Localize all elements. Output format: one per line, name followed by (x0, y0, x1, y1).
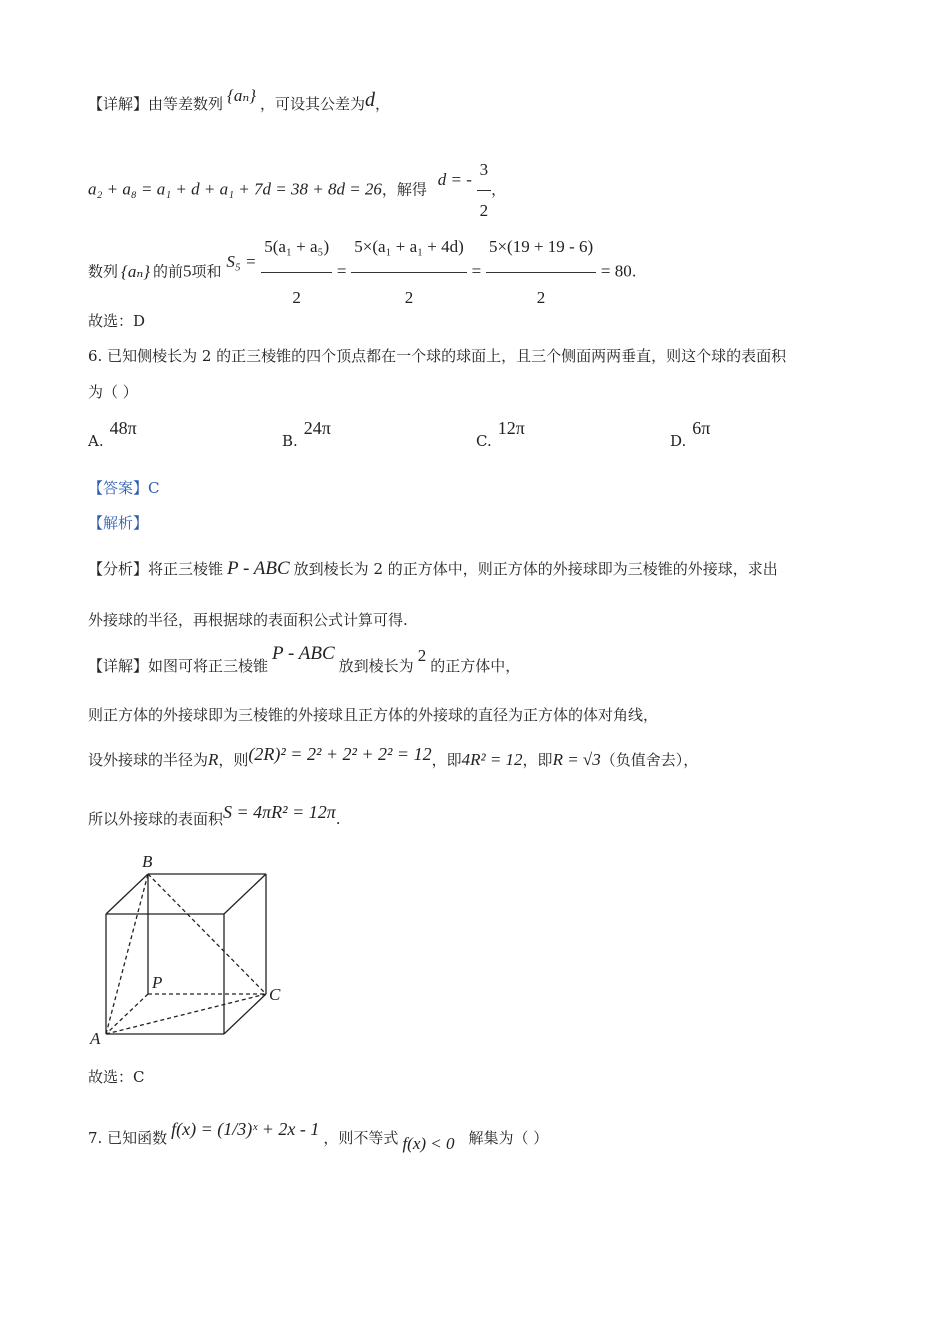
question-6-line-2: 为（ ） (88, 383, 138, 401)
fenxi-line-1: 【分析】将正三棱锥 P - ABC 放到棱长为 2 的正方体中，则正方体的外接球即为三棱锥的外接球，求出 (88, 558, 778, 579)
detail-line-1: 【详解】由等差数列 {aₙ} ，可设其公差为d， (88, 86, 391, 113)
pyramid-edge (106, 994, 266, 1034)
vertex-c-label: C (269, 985, 281, 1004)
choose-d: 故选：D (88, 312, 146, 330)
fraction-three-halves: $\frac{3}{2}$ (477, 150, 492, 231)
option-a[interactable]: A.48π (88, 418, 137, 450)
edge (224, 994, 266, 1034)
detail-line-2: a₂ + a₈ = a₁ + d + a₁ + 7d = 38 + 8d = 26，解得 d = - $\frac{3}{2}$ ， (88, 150, 506, 231)
vertex-p-label: P (152, 973, 163, 992)
equation-common-difference: a₂ + a₈ = a₁ + d + a₁ + 7d = 38 + 8d = 26 (88, 179, 382, 199)
question-7: 7. 已知函数 f(x) = (1/3)ˣ + 2x - 1 ，则不等式 f(x) < 0 解集为（ ） (88, 1119, 549, 1153)
surface-area-line: 所以外接球的表面积S = 4πR² = 12π. (88, 802, 341, 828)
pyramid-edge (148, 874, 266, 994)
pyramid-edge (106, 874, 148, 1034)
sequence-notation: {aₙ} (227, 86, 257, 105)
radius-line: 设外接球的半径为R，则(2R)² = 2² + 2² + 2² = 12，即4R² = 12，即R = √3（负值舍去）， (88, 744, 699, 769)
detail-tag: 【详解】 (88, 95, 149, 113)
vertex-b-label: B (142, 852, 153, 871)
cube-explanation: 则正方体的外接球即为三棱锥的外接球且正方体的外接球的直径为正方体的体对角线， (88, 706, 659, 724)
fenxi-line-2: 外接球的半径，再根据球的表面积公式计算可得. (88, 611, 408, 629)
edge (106, 874, 148, 914)
edge (224, 874, 266, 914)
fraction-s5-2: $\frac{\text{5×(a₁ + a₁ + 4d)}}{2}$ (351, 222, 467, 323)
answer-label: 【答案】C (88, 479, 160, 497)
cube-pyramid-figure (82, 850, 302, 1050)
vertex-a-label: A (90, 1029, 101, 1048)
option-d[interactable]: D.6π (670, 418, 711, 450)
detail-line-3: 数列 {aₙ} 的前5项和 S₅ = $\frac{\text{5(a₁ + a₅)}}{2}$ = $\frac{\text{5×(a₁ + a₁ + 4d)}}{2}$ = $\frac{5\times(19 + 19 - 6)}{2}$ = 80. (88, 222, 637, 323)
question-6-line-1: 6. 已知侧棱长为 2 的正三棱锥的四个顶点都在一个球的球面上，且三个侧面两两垂直，则这个球的表面积 (88, 347, 787, 365)
analysis-label: 【解析】 (88, 514, 149, 532)
option-b[interactable]: B.24π (282, 418, 331, 450)
option-c[interactable]: C.12π (476, 418, 525, 450)
choose-c: 故选：C (88, 1068, 145, 1086)
xiangjie-line-1: 【详解】如图可将正三棱锥P - ABC放到棱长为2的正方体中， (88, 643, 521, 675)
hidden-edge (106, 994, 148, 1034)
fraction-s5-3: $\frac{5\times(19 + 19 - 6)}{2}$ (486, 222, 596, 323)
fraction-s5-1: $\frac{\text{5(a₁ + a₅)}}{2}$ (261, 222, 332, 323)
